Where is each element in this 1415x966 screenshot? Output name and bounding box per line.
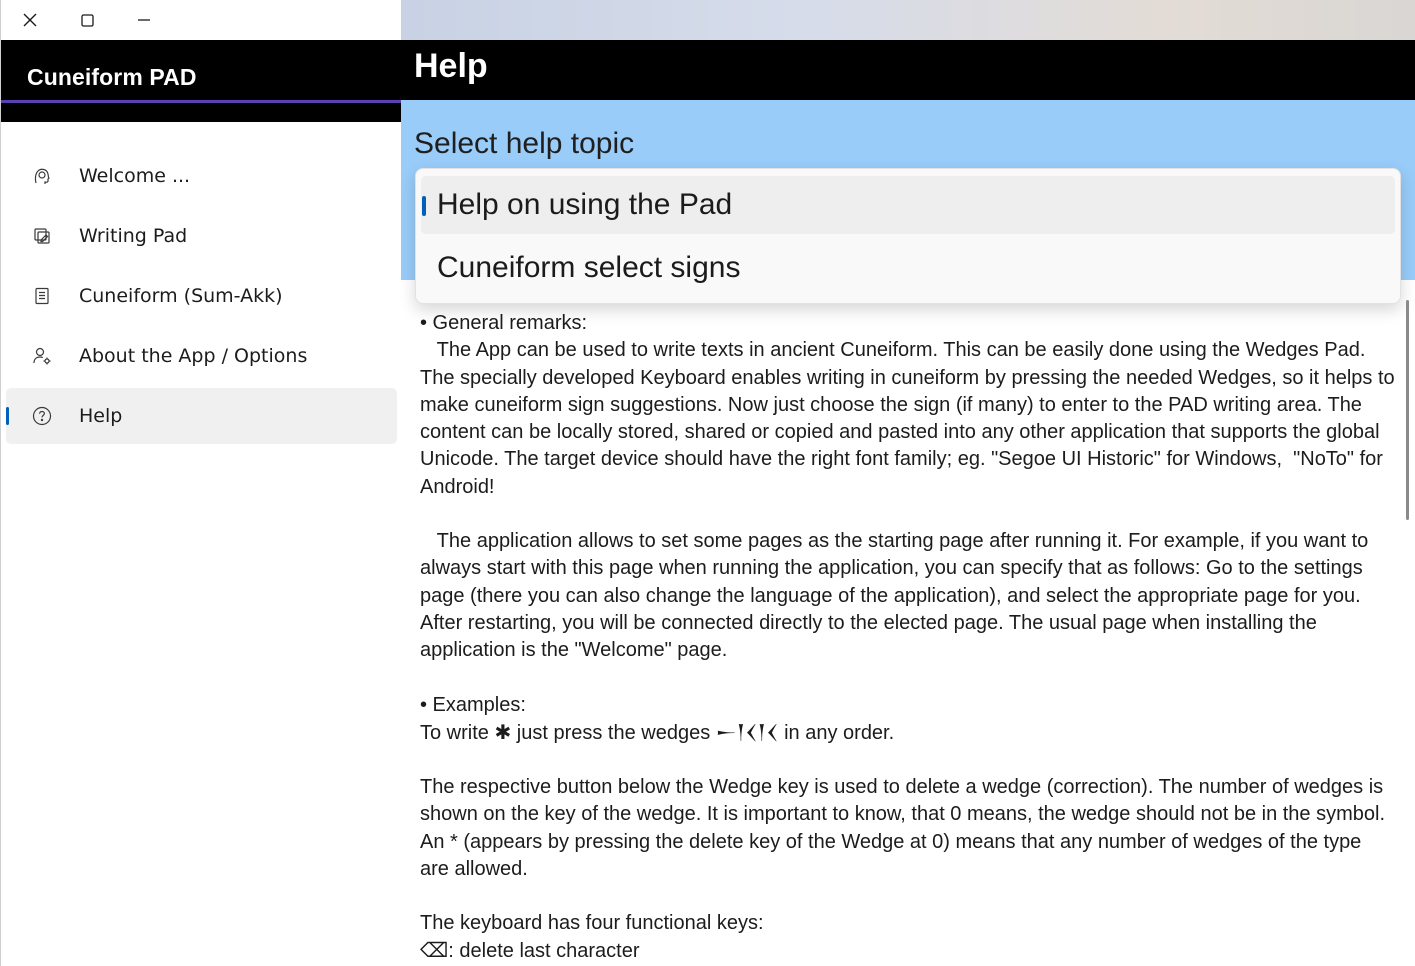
nav-item-label: Cuneiform (Sum-Akk): [79, 285, 283, 307]
cuneiform-sign: ✱: [494, 719, 512, 744]
nav-item-welcome[interactable]: [6, 148, 397, 204]
help-paragraph: The App can be used to write texts in ancient Cuneiform. This can be easily done using the Wedges Pad. The specially developed Keyboard enables writing in cuneiform by pressing the needed Wedges, so it helps to make cuneiform sign suggestions. Now just choose the sign (if many) to enter to the PAD writing area. The content can be locally stored, shared or copied and pasted into any other application that supports the global Unicode. The target device should have the right font family; eg. "Segoe UI Historic" for Windows, "NoTo" for Android!: [420, 339, 1401, 498]
close-button[interactable]: [10, 0, 50, 40]
dropdown-option-label: Cuneiform select signs: [437, 251, 741, 284]
general-remarks-heading: • General remarks:: [420, 312, 588, 334]
pad-edit-icon: [32, 226, 52, 246]
minimize-icon: [137, 13, 151, 27]
functional-key-line: ⌫: delete last character: [420, 939, 640, 962]
selection-indicator: [6, 407, 9, 425]
example-line: [420, 719, 1395, 747]
example-text: in any order.: [778, 721, 895, 744]
nav-item-label: Writing Pad: [79, 225, 188, 247]
topic-select-label: Select help topic: [414, 127, 635, 160]
dropdown-option-cuneiform-signs[interactable]: [421, 239, 1395, 297]
app-header: [1, 40, 402, 122]
example-text: just press the wedges: [511, 721, 716, 744]
help-paragraph: The application allows to set some pages as the starting page after running it. For example, if you want to always start with this page when running the application, you can specify that as follows: Go to the settings page (there you can also change the language of the application), and select the appropriate page for you. After restarting, you will be connected directly to the elected page. The usual page when installing the application is the "Welcome" page.: [420, 530, 1374, 662]
help-content: [420, 310, 1401, 966]
functional-keys-heading: The keyboard has four functional keys:: [420, 912, 764, 935]
nav-item-label: Help: [79, 405, 123, 427]
desktop-background-strip: [401, 0, 1415, 40]
maximize-button[interactable]: [67, 0, 107, 40]
selection-indicator: [422, 196, 426, 216]
example-text: To write: [420, 721, 495, 744]
nav-item-label: Welcome ...: [79, 165, 191, 187]
nav-item-cuneiform[interactable]: [6, 268, 397, 324]
navigation-menu: [1, 148, 402, 448]
nav-item-writing-pad[interactable]: [6, 208, 397, 264]
page-header: [401, 40, 1415, 100]
app-header-accent-line: [1, 100, 402, 103]
nav-item-about-options[interactable]: [6, 328, 397, 384]
nav-item-label: About the App / Options: [79, 345, 308, 367]
navigation-pane: [0, 0, 401, 966]
person-settings-icon: [32, 346, 52, 366]
welcome-face-icon: [32, 166, 52, 186]
help-circle-icon: [32, 406, 52, 426]
close-icon: [23, 13, 37, 27]
maximize-icon: [81, 14, 94, 27]
help-paragraph: The respective button below the Wedge key is used to delete a wedge (correction). The number of wedges is shown on the key of the wedge. It is important to know, that 0 means, the wedge should not be in the symbol. An * (appears by pressing the delete key of the Wedge at 0) means that any number of wedges of the type are allowed.: [420, 776, 1386, 881]
app-title: Cuneiform PAD: [27, 64, 197, 90]
dropdown-option-help-pad[interactable]: [421, 176, 1395, 234]
help-topic-dropdown[interactable]: [415, 168, 1401, 304]
content-scrollbar[interactable]: [1406, 300, 1409, 520]
cuneiform-wedges: 𒀸𒁹𒌋𒁹𒌋: [715, 719, 779, 744]
page-title: Help: [414, 47, 488, 85]
dropdown-option-label: Help on using the Pad: [437, 188, 733, 221]
examples-heading: • Examples:: [420, 693, 526, 716]
document-list-icon: [32, 286, 52, 306]
nav-item-help[interactable]: [6, 388, 397, 444]
title-bar: [1, 0, 402, 40]
minimize-button[interactable]: [124, 0, 164, 40]
